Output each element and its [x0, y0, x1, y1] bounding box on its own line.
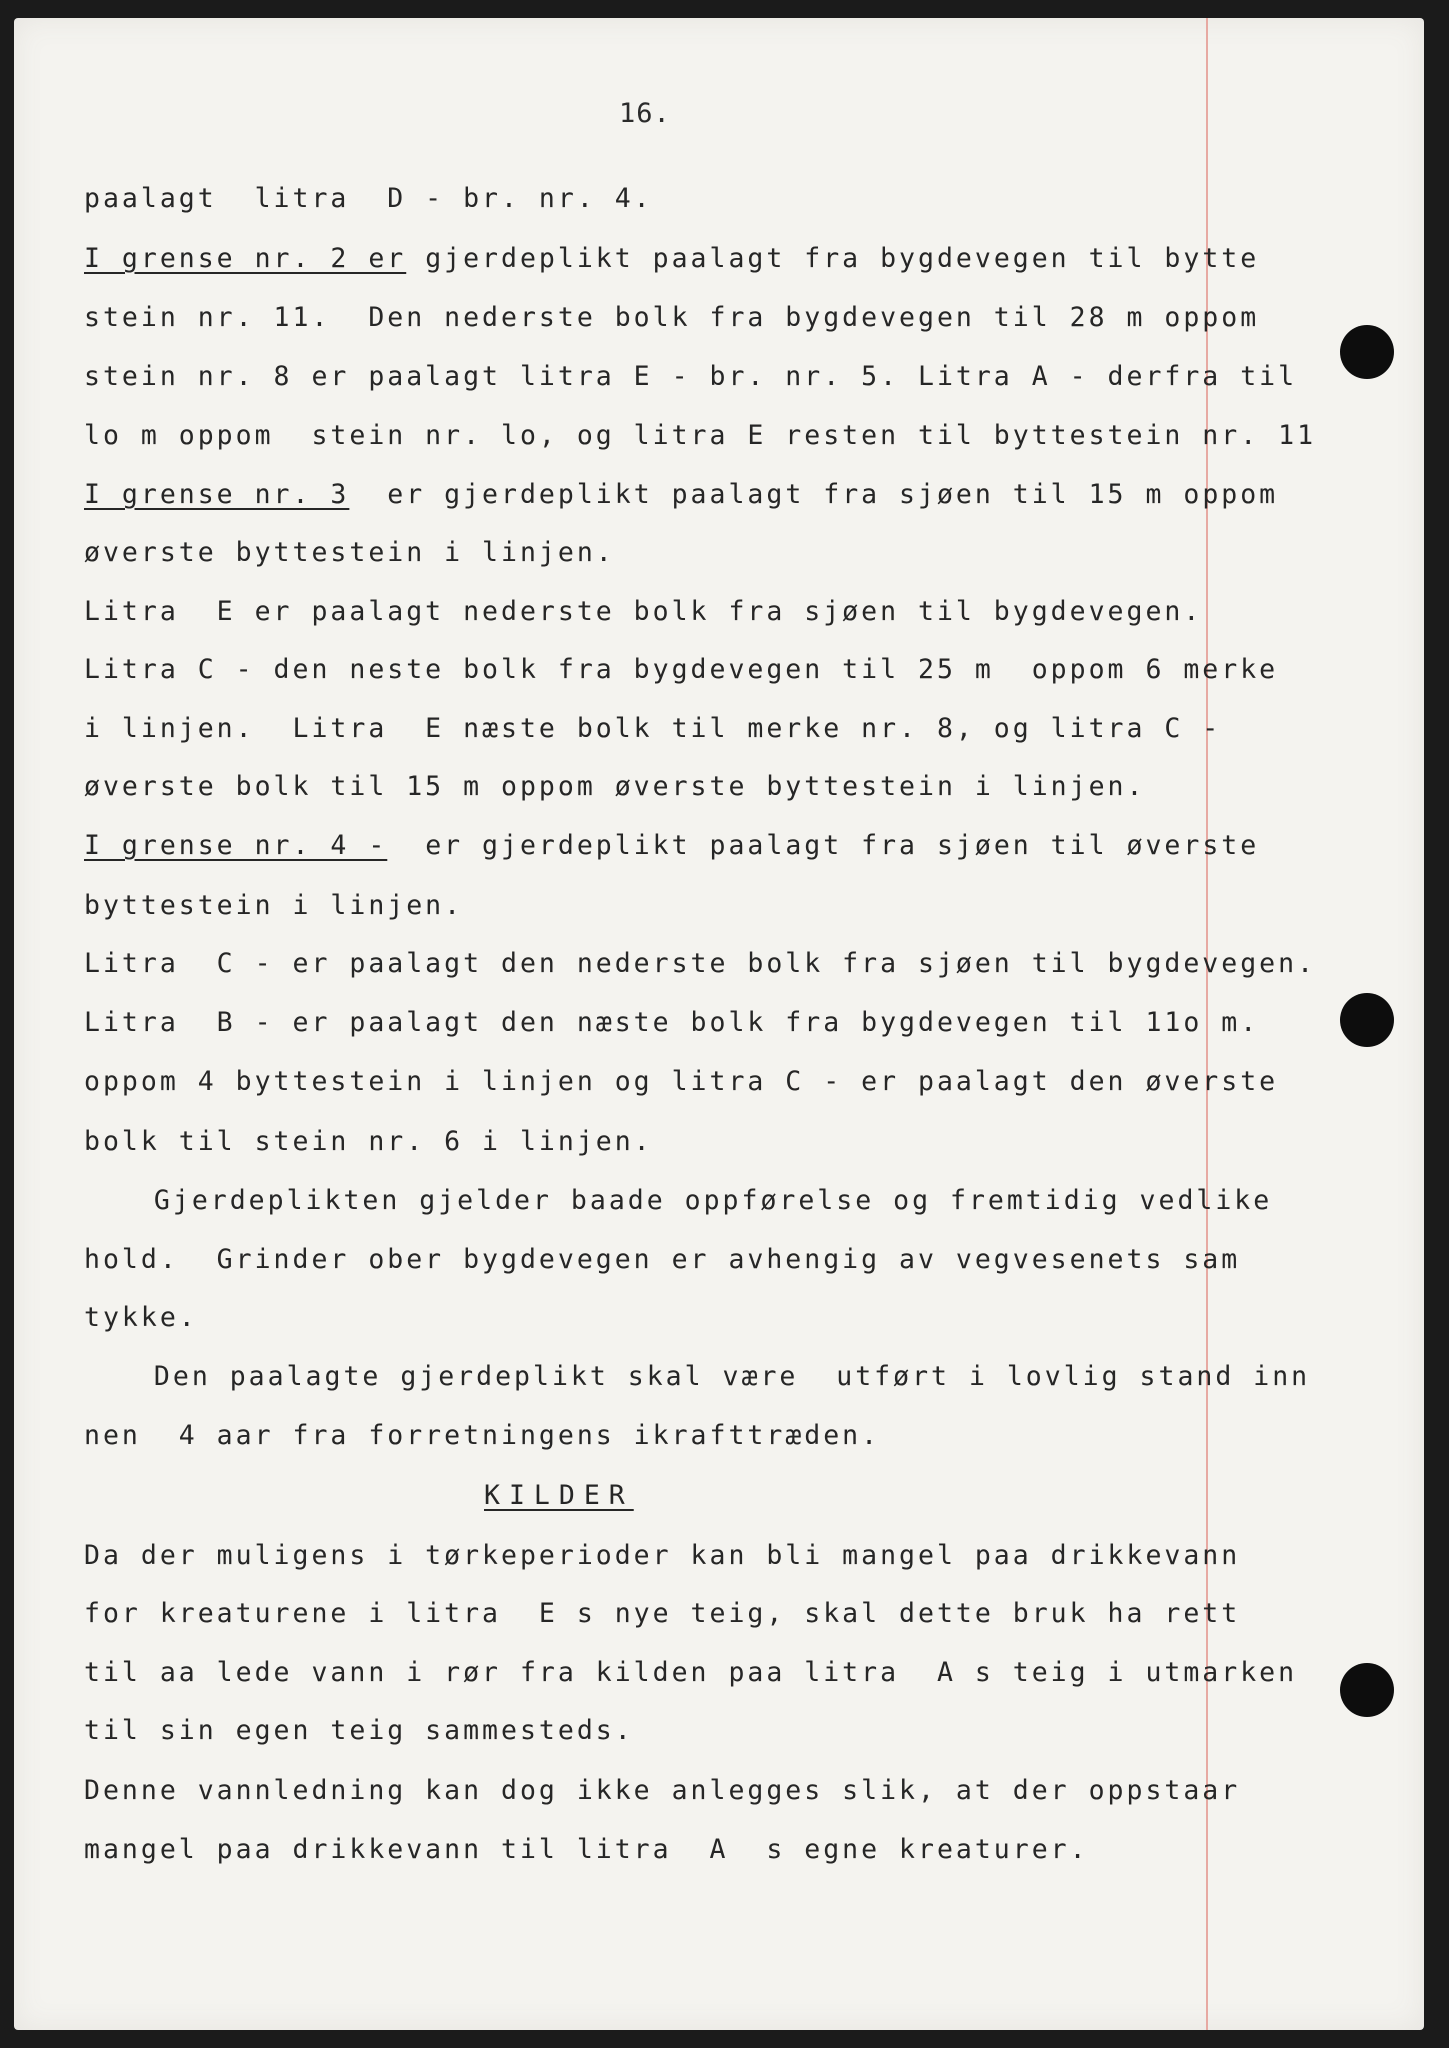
text-line-16	[84, 1066, 1278, 1098]
text-line-14	[84, 948, 1316, 980]
text-line-3	[84, 302, 1259, 334]
text-line-26	[84, 1657, 1297, 1689]
line-text: øverste byttestein i linjen.	[84, 537, 615, 568]
page-number: 16.	[619, 98, 671, 129]
line-text: er gjerdeplikt paalagt fra sjøen til 15 m oppom	[349, 479, 1279, 510]
text-line-7	[84, 537, 615, 569]
line-text: hold. Grinder ober bygdevegen er avhengig av vegvesenets sam	[84, 1244, 1241, 1275]
punch-hole-top	[1340, 325, 1394, 379]
line-text: Litra E er paalagt nederste bolk fra sjøen til bygdevegen.	[84, 596, 1203, 627]
punch-hole-middle	[1340, 993, 1394, 1047]
line-text: Da der muligens i tørkeperioder kan bli mangel paa drikkevann	[84, 1540, 1241, 1571]
line-text: mangel paa drikkevann til litra A s egne kreaturer.	[84, 1834, 1089, 1865]
text-line-13	[84, 890, 463, 922]
punch-hole-bottom	[1340, 1663, 1394, 1717]
text-line-18	[116, 1185, 1272, 1217]
text-line-1	[84, 183, 653, 215]
text-line-10	[84, 713, 1221, 745]
underlined-text: I grense nr. 4 -	[84, 830, 388, 861]
document-sheet	[14, 18, 1424, 2030]
text-line-27	[84, 1715, 634, 1747]
line-text: til sin egen teig sammesteds.	[84, 1715, 634, 1746]
line-text: for kreaturene i litra E s nye teig, skal dette bruk ha rett	[84, 1598, 1241, 1629]
text-line-17	[84, 1126, 653, 1158]
section-heading	[484, 1480, 634, 1512]
line-text: er gjerdeplikt paalagt fra sjøen til øverste	[387, 830, 1260, 861]
line-text: stein nr. 8 er paalagt litra E - br. nr. 5. Litra A - derfra til	[84, 361, 1298, 392]
line-text: i linjen. Litra E næste bolk til merke nr. 8, og litra C -	[84, 713, 1222, 744]
text-line-9	[84, 654, 1278, 686]
line-text: til aa lede vann i rør fra kilden paa litra A s teig i utmarken	[84, 1657, 1298, 1688]
line-text: Litra C - den neste bolk fra bygdevegen til 25 m oppom 6 merke	[84, 654, 1279, 685]
text-line-11	[84, 771, 1145, 803]
line-text: Denne vannledning kan dog ikke anlegges slik, at der oppstaar	[84, 1775, 1241, 1806]
text-line-5	[84, 420, 1316, 452]
text-line-29	[84, 1834, 1089, 1866]
line-text: byttestein i linjen.	[84, 890, 464, 921]
line-text: bolk til stein nr. 6 i linjen.	[84, 1126, 653, 1157]
underlined-text: I grense nr. 3	[84, 479, 350, 510]
line-text: lo m oppom stein nr. lo, og litra E resten til byttestein nr. 11	[84, 420, 1317, 451]
text-line-22	[84, 1420, 880, 1452]
text-line-25	[84, 1598, 1240, 1630]
line-text: paalagt litra D - br. nr. 4.	[84, 183, 653, 214]
line-text: oppom 4 byttestein i linjen og litra C - er paalagt den øverste	[84, 1066, 1279, 1097]
line-text: øverste bolk til 15 m oppom øverste byttestein i linjen.	[84, 771, 1146, 802]
line-text: nen 4 aar fra forretningens ikrafttræden.	[84, 1420, 881, 1451]
text-line-2	[84, 243, 1259, 275]
text-line-21	[116, 1361, 1310, 1393]
text-line-4	[84, 361, 1297, 393]
underlined-text: I grense nr. 2 er	[84, 243, 407, 274]
line-text: Den paalagte gjerdeplikt skal være utført i lovlig stand inn	[116, 1361, 1311, 1392]
text-line-6	[84, 479, 1278, 511]
line-text: Gjerdeplikten gjelder baade oppførelse og fremtidig vedlike	[116, 1185, 1273, 1216]
underlined-text: KILDER	[484, 1480, 634, 1511]
text-line-28	[84, 1775, 1240, 1807]
line-text: stein nr. 11. Den nederste bolk fra bygdevegen til 28 m oppom	[84, 302, 1260, 333]
text-line-15	[84, 1007, 1259, 1039]
text-line-24	[84, 1540, 1240, 1572]
text-line-8	[84, 596, 1202, 628]
line-text: gjerdeplikt paalagt fra bygdevegen til bytte	[406, 243, 1260, 274]
line-text: tykke.	[84, 1302, 198, 1333]
text-line-20	[84, 1302, 198, 1334]
text-line-12	[84, 830, 1259, 862]
line-text: Litra B - er paalagt den næste bolk fra bygdevegen til 11o m.	[84, 1007, 1260, 1038]
line-text: Litra C - er paalagt den nederste bolk fra sjøen til bygdevegen.	[84, 948, 1317, 979]
text-line-19	[84, 1244, 1240, 1276]
